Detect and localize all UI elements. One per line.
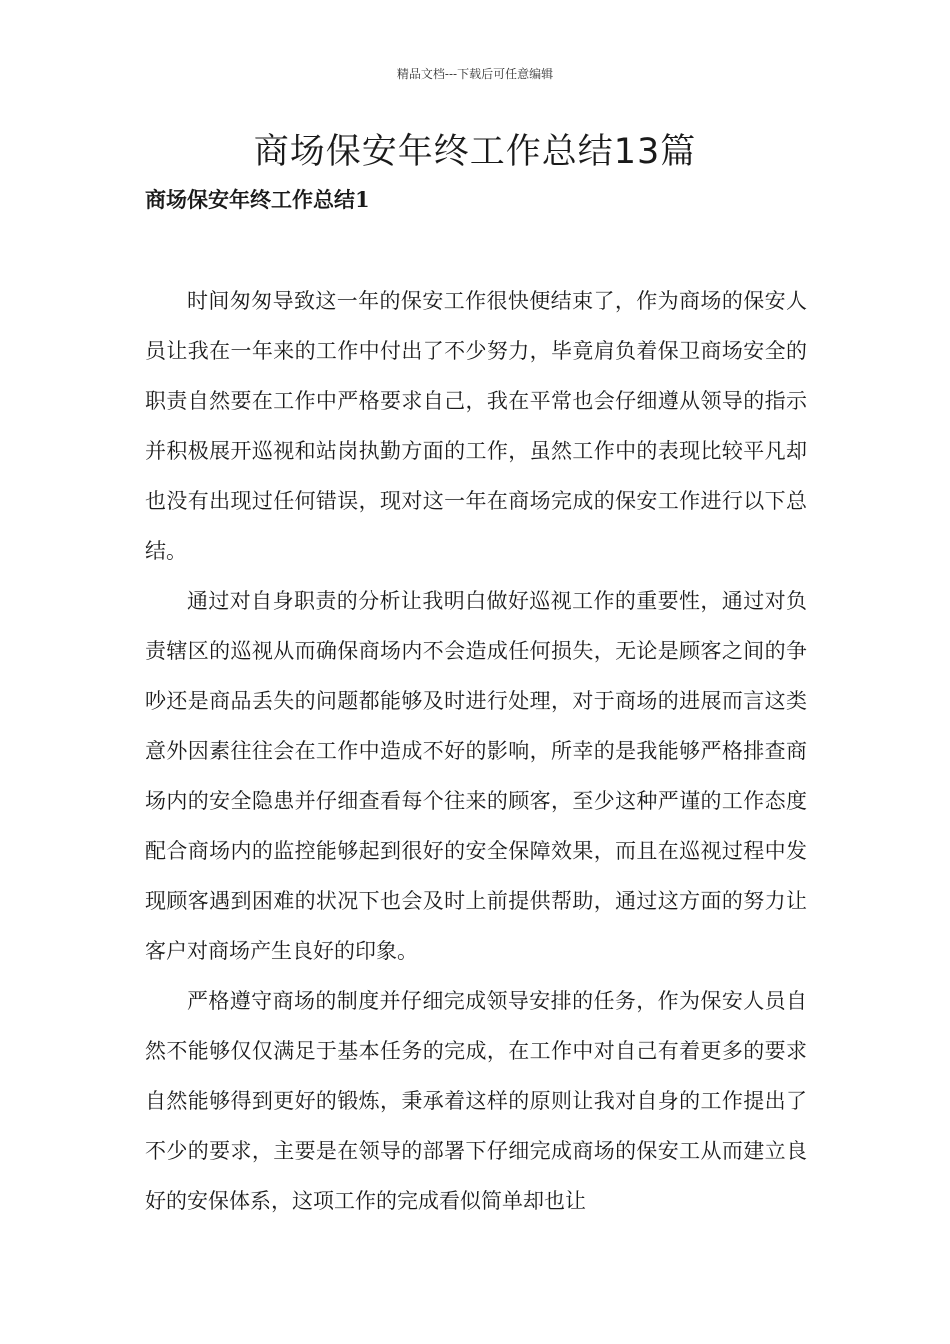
document-title: 商场保安年终工作总结13篇 — [253, 132, 697, 172]
section-heading: 商场保安年终工作总结1 — [145, 187, 370, 212]
document-body — [145, 276, 807, 1226]
header-note: 精品文档---下载后可任意编辑 — [396, 67, 554, 81]
paragraph: 时间匆匆导致这一年的保安工作很快便结束了，作为商场的保安人员让我在一年来的工作中付出了不少努力，毕竟肩负着保卫商场安全的职责自然要在工作中严格要求自己，我在平常也会仔细遵从领导的指示并积极展开巡视和站岗执勤方面的工作，虽然工作中的表现比较平凡却也没有出现过任何错误，现对这一年在商场完成的保安工作进行以下总结。 — [145, 289, 807, 563]
paragraph: 通过对自身职责的分析让我明白做好巡视工作的重要性，通过对负责辖区的巡视从而确保商场内不会造成任何损失，无论是顾客之间的争吵还是商品丢失的问题都能够及时进行处理，对于商场的进展而言这类意外因素往往会在工作中造成不好的影响，所幸的是我能够严格排查商场内的安全隐患并仔细查看每个往来的顾客，至少这种严谨的工作态度配合商场内的监控能够起到很好的安全保障效果，而且在巡视过程中发现顾客遇到困难的状况下也会及时上前提供帮助，通过这方面的努力让客户对商场产生良好的印象。 — [145, 589, 807, 963]
paragraph: 严格遵守商场的制度并仔细完成领导安排的任务，作为保安人员自然不能够仅仅满足于基本任务的完成，在工作中对自己有着更多的要求自然能够得到更好的锻炼，秉承着这样的原则让我对自身的工作提出了不少的要求，主要是在领导的部署下仔细完成商场的保安工从而建立良好的安保体系，这项工作的完成看似简单却也让 — [145, 989, 807, 1213]
